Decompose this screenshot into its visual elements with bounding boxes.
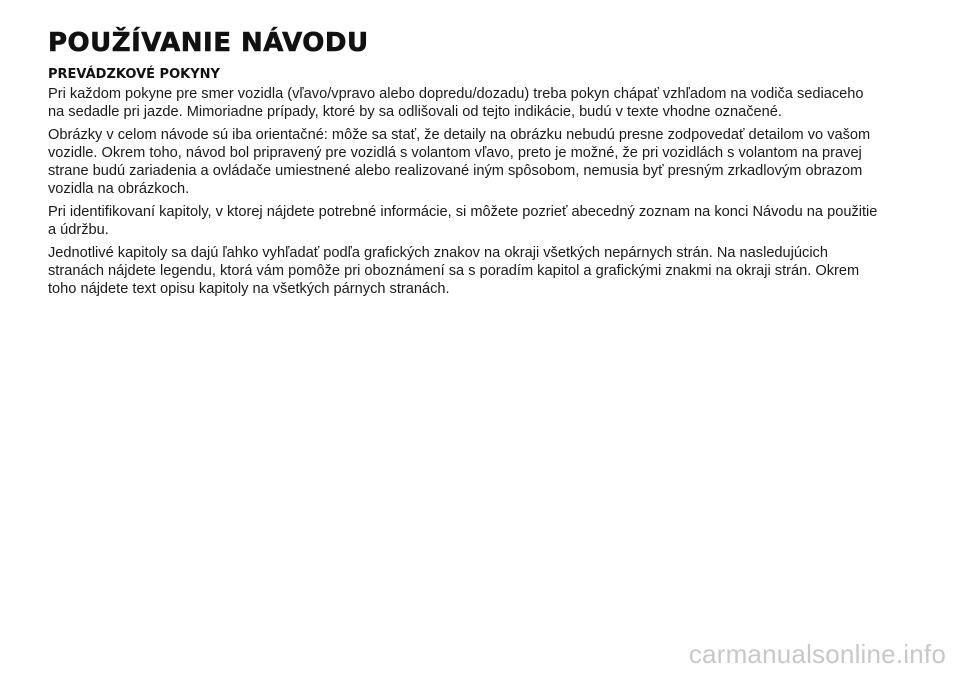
paragraph-illustrations-note: Obrázky v celom návode sú iba orientačné: môže sa stať, že detaily na obrázku nebudú presne zodpovedať detailom vo vašom vozidle. Okrem toho, návod bol pripravený pre vozidlá s volantom vľavo, preto je možné, že pri vozidlách s volantom na pravej strane budú zariadenia a ovládače umiestnené alebo realizované iným spôsobom, nemusia byť presným zrkadlovým obrazom vozidla na obrázkoch. xyxy=(48,127,871,197)
watermark-text: carmanualsonline.info xyxy=(688,639,946,669)
paragraph-index-note: Pri identifikovaní kapitoly, v ktorej nájdete potrebné informácie, si môžete pozrieť abecedný zoznam na konci Návodu na použitie a údržbu. xyxy=(48,204,878,238)
paragraph-chapter-navigation: Jednotlivé kapitoly sa dajú ľahko vyhľadať podľa grafických znakov na okraji všetkých nepárnych strán. Na nasledujúcich stranách nájdete legendu, ktorá vám pomôže pri oboznámení sa s poradím kapitol a grafickými znakmi na okraji strán. Okrem toho nájdete text opisu kapitoly na všetkých párnych stranách. xyxy=(48,245,860,297)
page-title: POUŽÍVANIE NÁVODU xyxy=(48,28,369,58)
section-heading: PREVÁDZKOVÉ POKYNY xyxy=(48,67,220,82)
manual-page xyxy=(48,26,878,303)
paragraph-direction-instructions: Pri každom pokyne pre smer vozidla (vľavo/vpravo alebo dopredu/dozadu) treba pokyn chápať vzhľadom na vodiča sediaceho na sedadle pri jazde. Mimoriadne prípady, ktoré by sa odlišovali od tejto indikácie, budú v texte vhodne označené. xyxy=(48,86,864,120)
